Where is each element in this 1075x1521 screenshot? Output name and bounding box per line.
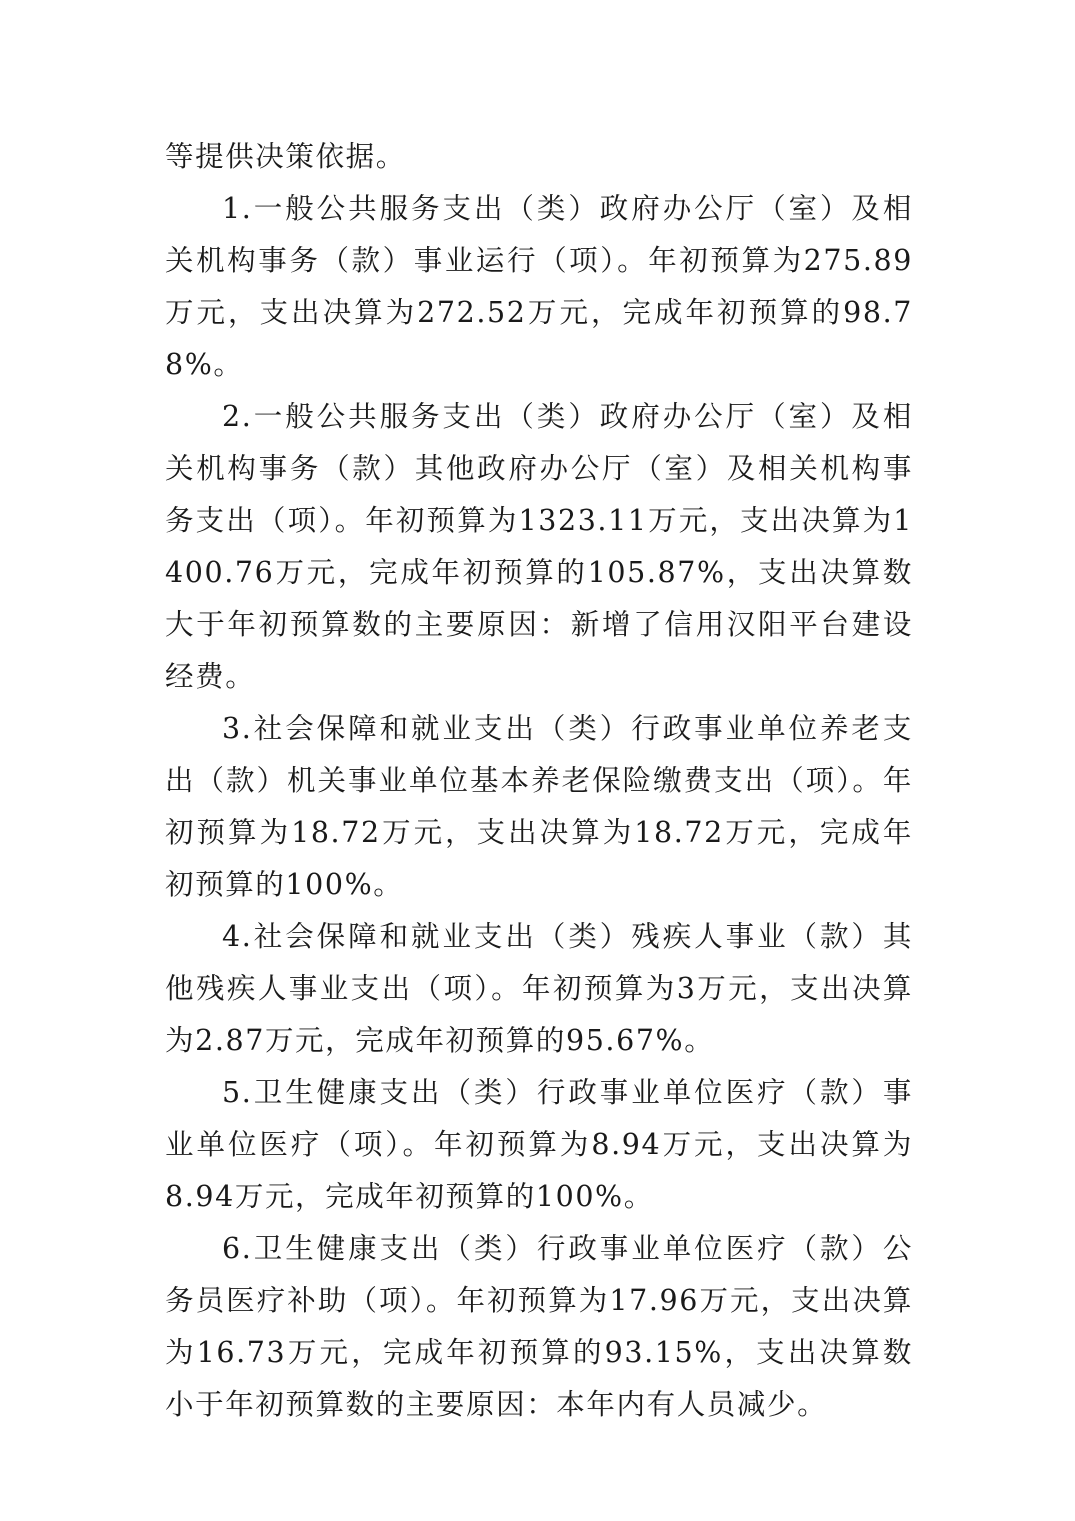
paragraph-continuation: 等提供决策依据。 <box>165 140 406 173</box>
paragraph-item-6: 6.卫生健康支出（类）行政事业单位医疗（款）公务员医疗补助（项）。年初预算为17.96万元，支出决算为16.73万元，完成年初预算的93.15%，支出决算数小于年初预算数的主要原因：本年内有人员减少。 <box>165 1232 913 1421</box>
paragraph-item-1: 1.一般公共服务支出（类）政府办公厅（室）及相关机构事务（款）事业运行（项）。年初预算为275.89万元，支出决算为272.52万元，完成年初预算的98.78%。 <box>165 192 913 381</box>
paragraph-item-3: 3.社会保障和就业支出（类）行政事业单位养老支出（款）机关事业单位基本养老保险缴费支出（项）。年初预算为18.72万元，支出决算为18.72万元，完成年初预算的100%。 <box>165 712 913 901</box>
body-text <box>165 131 913 1431</box>
paragraph-item-5: 5.卫生健康支出（类）行政事业单位医疗（款）事业单位医疗（项）。年初预算为8.94万元，支出决算为8.94万元，完成年初预算的100%。 <box>165 1076 913 1213</box>
paragraph-item-2: 2.一般公共服务支出（类）政府办公厅（室）及相关机构事务（款）其他政府办公厅（室）及相关机构事务支出（项）。年初预算为1323.11万元，支出决算为1400.76万元，完成年初预算的105.87%，支出决算数大于年初预算数的主要原因：新增了信用汉阳平台建设经费。 <box>165 400 913 693</box>
paragraph-item-4: 4.社会保障和就业支出（类）残疾人事业（款）其他残疾人事业支出（项）。年初预算为3万元，支出决算为2.87万元，完成年初预算的95.67%。 <box>165 920 913 1057</box>
